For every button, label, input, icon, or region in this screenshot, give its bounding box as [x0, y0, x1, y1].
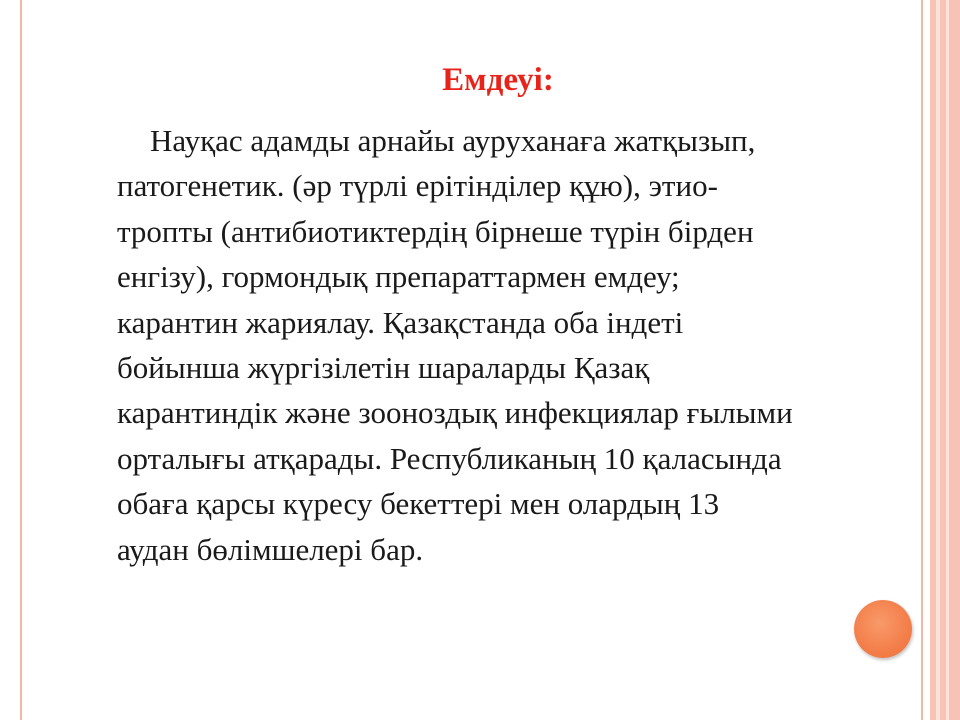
frame-right-stripe	[946, 0, 949, 720]
body-line: бойынша жүргізілетін шараларды Қазақ	[117, 350, 650, 386]
body-line: тропты (антибиотиктердің бірнеше түрін бірден	[117, 213, 754, 249]
body-line: карантин жариялау. Қазақстанда оба індеті	[117, 304, 684, 340]
body-line: Науқас адамды арнайы ауруханаға жатқызып,	[150, 123, 756, 158]
slide-title: Емдеуі:	[442, 62, 554, 98]
body-line: патогенетик. (әр түрлі ерітінділер құю), этио-	[117, 168, 718, 204]
body-line: енгізу), гормондық препараттармен емдеу;	[117, 259, 680, 295]
slide-body	[117, 118, 929, 572]
frame-right-band	[930, 0, 960, 720]
frame-right-stripe	[936, 0, 940, 720]
body-line: орталығы атқарады. Республиканың 10 қаласында	[117, 440, 782, 476]
body-line: обаға қарсы күресу бекеттері мен олардың 13	[117, 486, 720, 522]
frame-left-line	[20, 0, 22, 720]
body-line: аудан бөлімшелері бар.	[117, 531, 424, 567]
orange-circle-decoration	[854, 600, 912, 658]
body-line: карантиндік және зооноздық инфекциялар ғылыми	[117, 395, 793, 431]
